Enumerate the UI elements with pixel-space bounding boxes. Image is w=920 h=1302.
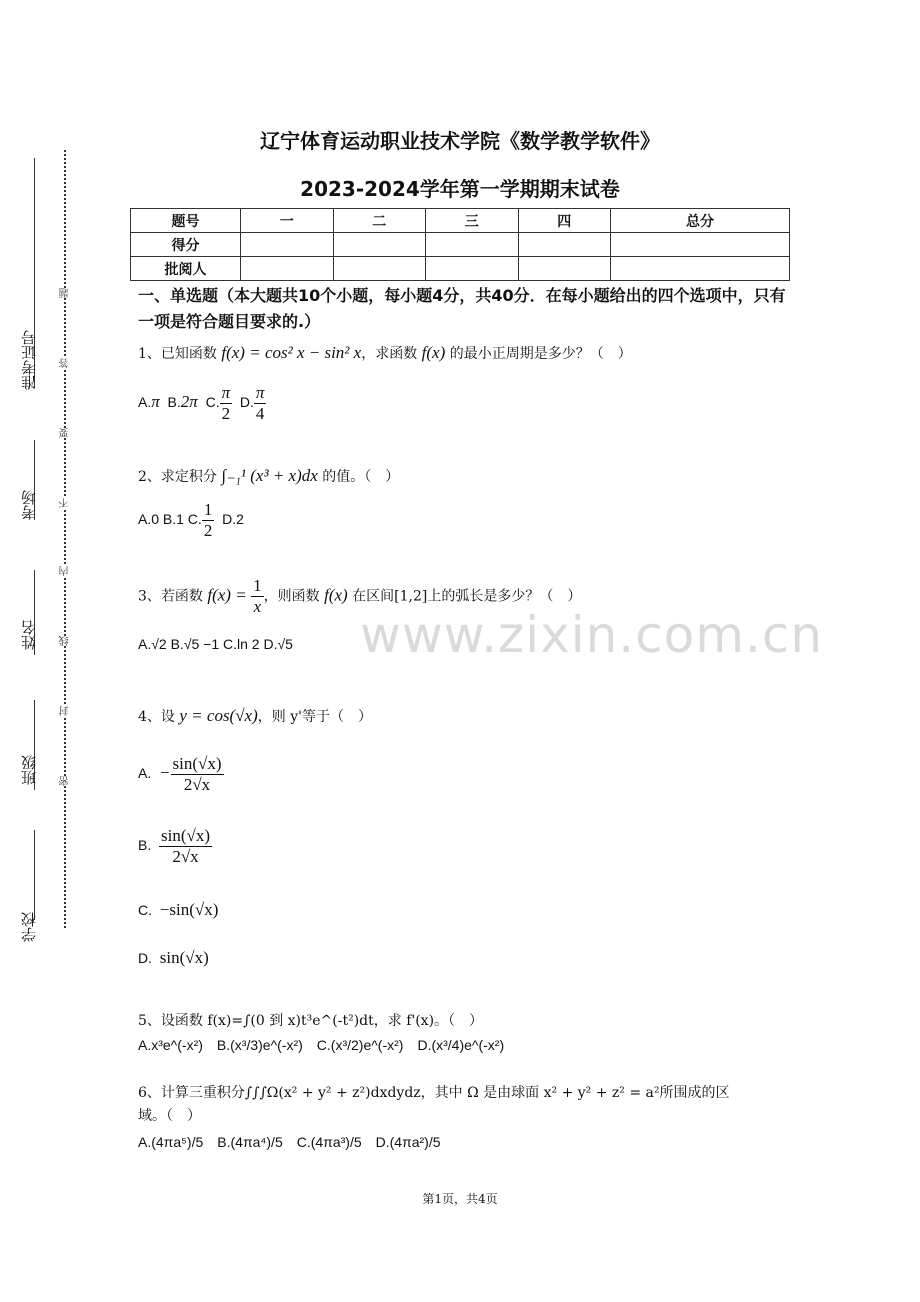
option-text: D.2	[222, 511, 244, 528]
option-value: sin(√x)	[159, 948, 209, 967]
formula: f(x) =	[207, 585, 247, 605]
exam-title-line1: 辽宁体育运动职业技术学院《数学教学软件》	[260, 129, 660, 153]
score-table-header-row	[131, 209, 790, 233]
question-4-option-c	[138, 900, 218, 920]
option-label: C.	[205, 394, 220, 411]
formula: f(x) = cos² x − sin² x	[221, 343, 362, 362]
score-table-header: 三	[426, 209, 519, 233]
option-value: π	[151, 392, 160, 412]
margin-word: 不	[60, 498, 71, 508]
score-table-header: 二	[333, 209, 426, 233]
margin-word: 线	[60, 636, 71, 646]
option-label: C.	[138, 902, 152, 918]
option-value: −sin(√x)	[159, 900, 219, 919]
score-cell[interactable]	[426, 233, 519, 257]
score-cell[interactable]	[518, 233, 611, 257]
question-2-options	[138, 500, 244, 541]
score-table-header: 一	[241, 209, 334, 233]
score-cell[interactable]	[333, 233, 426, 257]
question-text: 在区间[1,2]上的弧长是多少？（ ）	[352, 588, 582, 605]
question-3-options	[138, 636, 293, 652]
question-text: 的最小正周期是多少？（ ）	[449, 346, 632, 362]
question-4-option-a	[138, 754, 224, 795]
score-table-header: 题号	[131, 209, 241, 233]
binding-dotted-line	[64, 150, 66, 928]
denominator: 2√x	[172, 847, 199, 866]
question-5: 5、设函数 f(x)=∫(0 到 x)t³e^(-t²)dt，求 f'(x)。（ ）	[138, 1013, 484, 1029]
question-6-options: A.(4πa⁵)/5 B.(4πa⁴)/5 C.(4πa³)/5 D.(4πa²)/5	[138, 1134, 441, 1150]
question-text: 3、若函数	[138, 588, 203, 605]
denominator: 2	[221, 404, 231, 423]
numerator: 1	[253, 576, 262, 595]
score-row-label: 批阅人	[131, 257, 241, 281]
score-cell[interactable]	[611, 257, 790, 281]
question-text: ，则函数	[263, 588, 320, 605]
score-table-row	[131, 257, 790, 281]
fraction	[159, 826, 212, 867]
denominator: x	[253, 597, 262, 616]
score-cell[interactable]	[333, 257, 426, 281]
score-cell[interactable]	[241, 233, 334, 257]
page-footer: 第1页，共4页	[422, 1192, 498, 1206]
school-line	[34, 830, 35, 920]
score-table	[130, 208, 790, 281]
margin-word: 封	[60, 706, 71, 716]
option-sign: −	[159, 763, 171, 783]
option-label: B.	[138, 837, 152, 854]
fraction	[171, 754, 224, 795]
exam-room-label: 考场	[20, 490, 38, 520]
numerator: 1	[203, 500, 213, 519]
name-label: 姓名	[20, 620, 38, 650]
margin-word: 题	[60, 288, 71, 298]
formula: f(x)	[324, 585, 348, 605]
option-label: A.	[138, 394, 152, 411]
numerator: sin(√x)	[172, 754, 222, 773]
score-cell[interactable]	[518, 257, 611, 281]
question-text: 2、求定积分	[138, 469, 217, 485]
score-table-header: 总分	[611, 209, 790, 233]
question-6-line1: 6、计算三重积分∫∫∫Ω(x² + y² + z²)dxdydz，其中 Ω 是由球面 x² + y² + z² = a²所围成的区	[138, 1085, 730, 1101]
class-label: 班级	[20, 755, 38, 785]
margin-word: 答	[60, 358, 71, 368]
question-text: 的值。（ ）	[322, 469, 400, 485]
numerator: π	[221, 383, 231, 402]
question-text: 4、设	[138, 709, 175, 725]
fraction	[251, 576, 264, 617]
id-number-label: 准考证号	[20, 330, 38, 390]
school-label: 学校	[20, 912, 38, 942]
question-4-option-b	[138, 826, 212, 867]
fraction	[254, 383, 267, 424]
score-cell[interactable]	[241, 257, 334, 281]
watermark: www.zixin.com.cn	[360, 606, 824, 664]
score-row-label: 得分	[131, 233, 241, 257]
question-text: ，求函数	[361, 346, 418, 362]
option-label: A.	[138, 765, 152, 782]
numerator: sin(√x)	[161, 826, 211, 845]
margin-word: 密	[60, 776, 71, 786]
formula: ∫₋₁¹ (x³ + x)dx	[221, 466, 318, 485]
option-text: A.√2 B.√5 −1 C.ln 2 D.√5	[138, 636, 293, 652]
question-1	[138, 343, 632, 363]
question-1-options	[138, 383, 266, 424]
exam-title-line2: 2023-2024学年第一学期期末试卷	[300, 177, 620, 201]
option-value: 2π	[180, 392, 198, 412]
question-text: 1、已知函数	[138, 346, 217, 362]
denominator: 2√x	[183, 775, 211, 794]
option-label: B.	[167, 394, 181, 411]
margin-word: 内	[60, 566, 71, 576]
option-label: D.	[239, 394, 254, 411]
denominator: 4	[255, 404, 265, 423]
question-4-option-d	[138, 948, 209, 968]
option-label: D.	[138, 950, 152, 966]
question-6-line2: 域。（ ）	[138, 1108, 201, 1124]
fraction	[202, 500, 215, 541]
question-text: ，则 y'等于（ ）	[257, 709, 372, 725]
denominator: 2	[203, 521, 213, 540]
score-cell[interactable]	[426, 257, 519, 281]
formula: f(x)	[421, 343, 446, 362]
score-cell[interactable]	[611, 233, 790, 257]
formula: y = cos(√x)	[179, 706, 258, 725]
section-heading: 一、单选题（本大题共10个小题，每小题4分，共40分．在每小题给出的四个选项中，只有一项是符合题目要求的.）	[138, 286, 786, 331]
fraction	[220, 383, 233, 424]
numerator: π	[255, 383, 265, 402]
question-2	[138, 466, 399, 486]
option-text: A.0 B.1 C.	[138, 511, 202, 528]
question-4	[138, 706, 372, 726]
score-table-header: 四	[518, 209, 611, 233]
score-table-row	[131, 233, 790, 257]
question-5-options: A.x³e^(-x²) B.(x³/3)e^(-x²) C.(x³/2)e^(-x²) D.(x³/4)e^(-x²)	[138, 1037, 505, 1053]
margin-word: 要	[60, 428, 71, 438]
